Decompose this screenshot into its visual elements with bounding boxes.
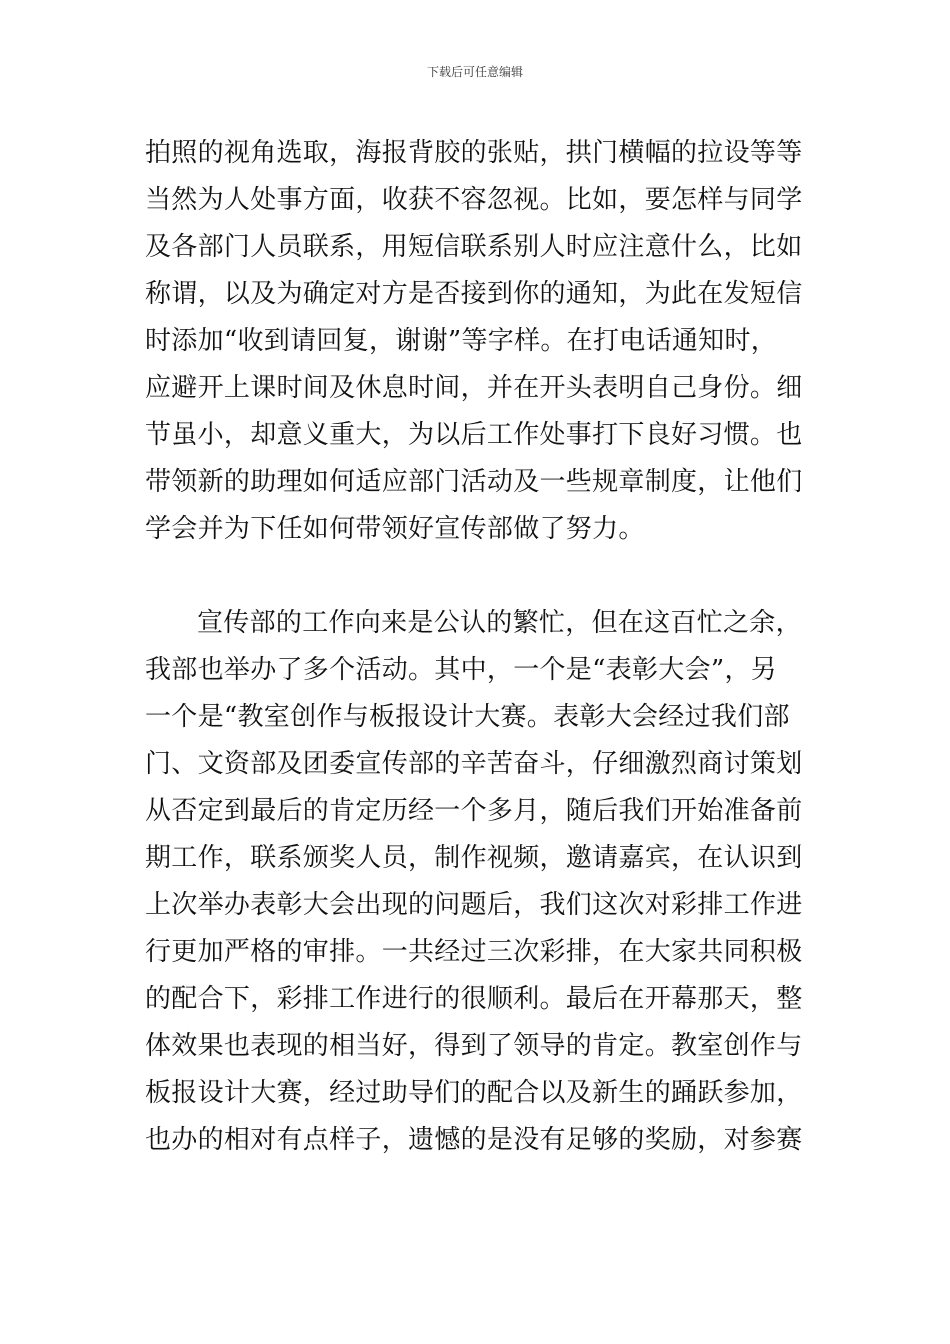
paragraph-line: 拍照的视角选取，海报背胶的张贴，拱门横幅的拉设等等 (145, 138, 803, 168)
paragraph-line: 节虽小，却意义重大，为以后工作处事打下良好习惯。也 (145, 420, 803, 450)
paragraph-line: 也办的相对有点样子，遗憾的是没有足够的奖励，对参赛 (145, 1125, 803, 1155)
paragraph-line: 称谓，以及为确定对方是否接到你的通知，为此在发短信 (145, 279, 803, 309)
paragraph-line: 从否定到最后的肯定历经一个多月，随后我们开始准备前 (145, 796, 803, 826)
paragraph-line: 行更加严格的审排。一共经过三次彩排，在大家共同积极 (145, 937, 803, 967)
paragraph-line: 一个是“教室创作与板报设计大赛。表彰大会经过我们部 (145, 702, 790, 732)
paragraph-gap (145, 553, 810, 600)
paragraph-line: 期工作，联系颁奖人员，制作视频，邀请嘉宾，在认识到 (145, 843, 803, 873)
paragraph-line: 上次举办表彰大会出现的问题后，我们这次对彩排工作进 (145, 890, 803, 920)
paragraph-line: 时添加“收到请回复，谢谢”等字样。在打电话通知时， (145, 326, 778, 356)
paragraph-line: 体效果也表现的相当好，得到了领导的肯定。教室创作与 (145, 1031, 803, 1061)
paragraph-line: 的配合下，彩排工作进行的很顺利。最后在开幕那天，整 (145, 984, 803, 1014)
paragraph-line: 带领新的助理如何适应部门活动及一些规章制度，让他们 (145, 467, 803, 497)
paragraph-line: 我部也举办了多个活动。其中，一个是“表彰大会”，另 (145, 655, 778, 685)
paragraph-line: 宣传部的工作向来是公认的繁忙，但在这百忙之余， (197, 608, 802, 638)
paragraph-line: 板报设计大赛，经过助导们的配合以及新生的踊跃参加， (145, 1078, 803, 1108)
paragraph-line: 门、文资部及团委宣传部的辛苦奋斗，仔细激烈商讨策划 (145, 749, 803, 779)
paragraph-1 (145, 130, 810, 553)
document-body (145, 130, 810, 1164)
paragraph-line: 当然为人处事方面，收获不容忽视。比如，要怎样与同学 (145, 185, 803, 215)
paragraph-line: 及各部门人员联系，用短信联系别人时应注意什么，比如 (145, 232, 803, 262)
paragraph-line: 应避开上课时间及休息时间，并在开头表明自己身份。细 (145, 373, 803, 403)
paragraph-2 (145, 600, 810, 1164)
page-header: 下载后可任意编辑 (426, 65, 523, 79)
paragraph-line: 学会并为下任如何带领好宣传部做了努力。 (145, 514, 645, 544)
